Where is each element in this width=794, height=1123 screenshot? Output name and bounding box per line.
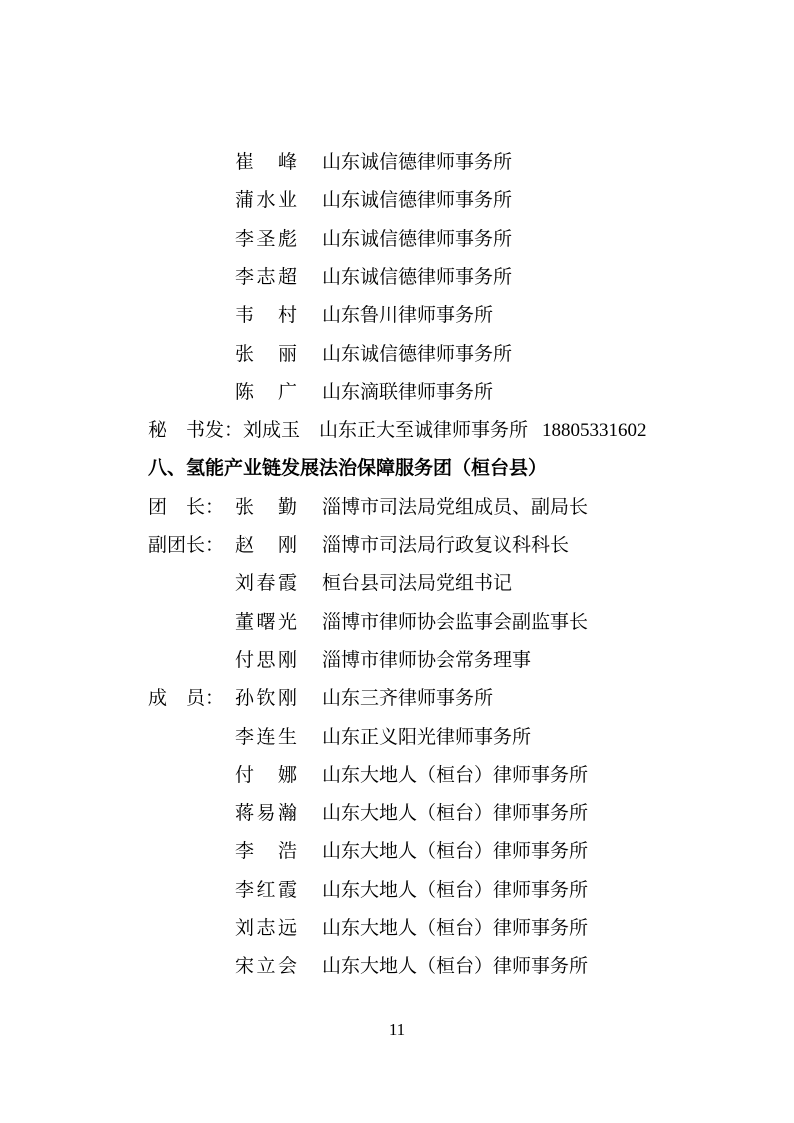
organization: 山东大地人（桓台）律师事务所 xyxy=(322,917,589,939)
person-name xyxy=(235,913,297,943)
person-name xyxy=(235,377,297,407)
person-name-char: 立 xyxy=(256,955,276,978)
person-name xyxy=(235,875,297,905)
person-name-char: 陈 xyxy=(235,380,255,403)
person-name-char: 光 xyxy=(277,610,297,633)
person-name-char: 李 xyxy=(235,265,255,288)
person-name-char: 刚 xyxy=(277,534,297,556)
person-name-char: 霞 xyxy=(277,878,297,901)
organization: 山东诚信德律师事务所 xyxy=(322,227,513,250)
organization: 山东三齐律师事务所 xyxy=(322,687,494,710)
person-name xyxy=(235,530,297,560)
secretary-line xyxy=(148,415,647,446)
person-name-char: 广 xyxy=(277,380,297,403)
person-name xyxy=(235,568,297,598)
person-name-char: 水 xyxy=(256,189,276,212)
person-name-char: 孙 xyxy=(235,687,255,710)
person-name-char: 李 xyxy=(235,840,255,863)
person-name xyxy=(235,951,297,981)
person-name xyxy=(235,300,297,330)
person-name-char: 曙 xyxy=(256,610,276,633)
person-name-char: 红 xyxy=(256,878,276,901)
person-name-char: 彪 xyxy=(277,227,297,250)
organization: 山东大地人（桓台）律师事务所 xyxy=(322,840,589,863)
person-name-char: 春 xyxy=(256,572,276,595)
person-name-char: 连 xyxy=(256,725,276,748)
secretary-text: 秘 书发：刘成玉 山东正大至诚律师事务所 xyxy=(148,419,529,442)
role-label: 副团长： xyxy=(148,534,225,556)
person-name-char: 志 xyxy=(256,917,276,939)
person-name xyxy=(235,339,297,369)
organization: 山东诚信德律师事务所 xyxy=(322,265,513,288)
person-name-char: 蒋 xyxy=(235,802,255,825)
person-name-char: 超 xyxy=(277,265,297,288)
person-name-char: 钦 xyxy=(256,687,276,710)
person-name-char: 瀚 xyxy=(277,802,297,825)
organization: 山东诚信德律师事务所 xyxy=(322,189,513,212)
person-name-char: 丽 xyxy=(277,342,297,365)
organization: 山东大地人（桓台）律师事务所 xyxy=(322,955,589,978)
person-name-char: 刘 xyxy=(235,572,255,595)
person-name-char: 娜 xyxy=(277,763,297,786)
organization: 山东大地人（桓台）律师事务所 xyxy=(322,878,589,901)
person-name-char: 蒲 xyxy=(235,189,255,212)
secretary-phone: 18805331602 xyxy=(542,420,647,442)
person-name-char: 思 xyxy=(256,648,276,671)
person-name xyxy=(235,798,297,828)
organization: 山东诚信德律师事务所 xyxy=(322,151,513,173)
person-name-char: 村 xyxy=(277,304,297,327)
organization: 淄博市司法局党组成员、副局长 xyxy=(322,495,589,518)
role-label: 成 员： xyxy=(148,687,225,710)
person-name xyxy=(235,760,297,790)
person-name-char: 生 xyxy=(277,725,297,748)
role-label: 团 长： xyxy=(148,495,225,518)
person-name-char: 付 xyxy=(235,648,255,671)
person-name-char: 业 xyxy=(277,189,297,212)
person-name-char: 董 xyxy=(235,610,255,633)
person-name xyxy=(235,185,297,215)
person-name xyxy=(235,607,297,637)
person-name-char: 李 xyxy=(235,878,255,901)
person-name-char: 刚 xyxy=(277,648,297,671)
person-name-char: 峰 xyxy=(277,151,297,173)
person-name-char: 赵 xyxy=(235,534,255,556)
organization: 桓台县司法局党组书记 xyxy=(322,572,513,595)
person-name xyxy=(235,224,297,254)
organization: 淄博市司法局行政复议科科长 xyxy=(322,534,570,556)
organization: 山东大地人（桓台）律师事务所 xyxy=(322,802,589,825)
person-name xyxy=(235,262,297,292)
organization: 山东鲁川律师事务所 xyxy=(322,304,494,327)
person-name-char: 浩 xyxy=(277,840,297,863)
organization: 山东正义阳光律师事务所 xyxy=(322,725,532,748)
person-name xyxy=(235,645,297,675)
person-name-char: 崔 xyxy=(235,151,255,173)
person-name-char: 李 xyxy=(235,227,255,250)
person-name-char: 志 xyxy=(256,265,276,288)
person-name-char: 李 xyxy=(235,725,255,748)
person-name xyxy=(235,683,297,713)
person-name xyxy=(235,722,297,752)
person-name xyxy=(235,492,297,522)
person-name-char: 远 xyxy=(277,917,297,939)
organization: 淄博市律师协会监事会副监事长 xyxy=(322,610,589,633)
person-name-char: 韦 xyxy=(235,304,255,327)
person-name xyxy=(235,836,297,866)
person-name-char: 张 xyxy=(235,495,255,518)
person-name-char: 付 xyxy=(235,763,255,786)
page-number: 11 xyxy=(388,1020,406,1039)
person-name-char: 易 xyxy=(256,802,276,825)
person-name-char: 张 xyxy=(235,342,255,365)
organization: 山东诚信德律师事务所 xyxy=(322,342,513,365)
organization: 淄博市律师协会常务理事 xyxy=(322,648,532,671)
person-name-char: 勤 xyxy=(277,495,297,518)
person-name-char: 宋 xyxy=(235,955,255,978)
person-name-char: 会 xyxy=(277,955,297,978)
organization: 山东滴联律师事务所 xyxy=(322,380,494,403)
person-name-char: 圣 xyxy=(256,227,276,250)
person-name xyxy=(235,147,297,177)
organization: 山东大地人（桓台）律师事务所 xyxy=(322,763,589,786)
person-name-char: 刚 xyxy=(277,687,297,710)
person-name-char: 刘 xyxy=(235,917,255,939)
person-name-char: 霞 xyxy=(277,572,297,595)
section-title: 八、氢能产业链发展法治保障服务团（桓台县） xyxy=(148,457,548,480)
